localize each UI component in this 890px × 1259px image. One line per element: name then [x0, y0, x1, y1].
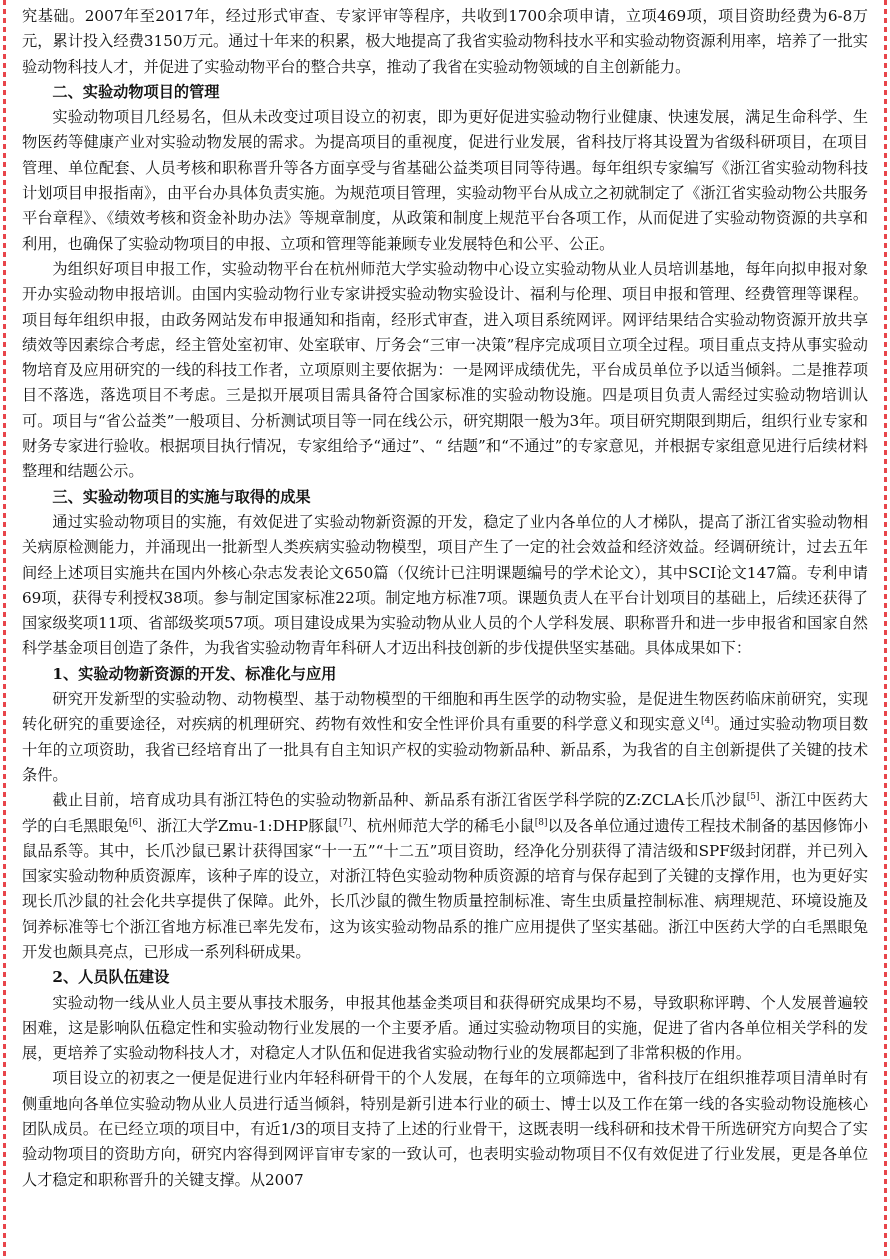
paragraph-staff-2: 项目设立的初衷之一便是促进行业内年轻科研骨干的个人发展，在每年的立项筛选中，省科技厅在组织推荐项目清单时有侧重地向各单位实验动物从业人员进行适当倾斜，特别是新引进本行业的硕士、博士以及工作在第一线的各实验动物设施核心团队成员。在已经立项的项目中，有近1/3的项目支持了上述的行业骨干，这既表明一线科研和技术骨干所选研究方向契合了实验动物项目的资助方向，研究内容得到网评盲审专家的一致认可，也表明实验动物项目不仅有效促进了行业发展，更是各单位人才稳定和职称晋升的关键支撑。从2007	[22, 1069, 868, 1189]
text-segment: 、杭州师范大学的稀毛小鼠	[351, 816, 535, 835]
text-segment: 、浙江大学Zmu-1:DHP豚鼠	[141, 816, 339, 835]
section-heading-3: 三、实验动物项目的实施与取得的成果	[52, 487, 311, 506]
citation-6: [6]	[128, 817, 142, 828]
paragraph-management-2: 为组织好项目申报工作，实验动物平台在杭州师范大学实验动物中心设立实验动物从业人员培训基地，每年向拟申报对象开办实验动物申报培训。由国内实验动物行业专家讲授实验动物实验设计、福利与伦理、项目申报和管理、经费管理等课程。项目每年组织申报，由政务网站发布申报通知和指南，经形式审查，进入项目系统网评。网评结果结合实验动物资源开放共享绩效等因素综合考虑，经主管处室初审、处室联审、厅务会“三审一决策”程序完成项目立项全过程。项目重点支持从事实验动物培育及应用研究的一线的科技工作者，立项原则主要依据为：一是网评成绩优先，平台成员单位予以适当倾斜。二是推荐项目不落选，落选项目不考虑。三是拟开展项目需具备符合国家标准的实验动物设施。四是项目负责人需经过实验动物培训认可。项目与“省公益类”一般项目、分析测试项目等一同在线公示，研究期限一般为3年。项目研究期限到期后，组织行业专家和财务专家进行验收。根据项目执行情况，专家组给予“通过”、“ 结题”和“不通过”的专家意见，并根据专家组意见进行后续材料整理和结题公示。	[22, 259, 868, 481]
document-page	[22, 4, 868, 1193]
text-segment: 、浙江中医药大学的白毛黑眼兔	[22, 791, 868, 835]
citation-7: [7]	[338, 817, 352, 828]
text-segment: 以及各单位通过遗传工程技术制备的基因修饰小鼠品系等。其中，长爪沙鼠已累计获得国家“十一五”“十二五”项目资助，经净化分别获得了清洁级和SPF级封闭群，并已列入国家实验动物种质资源库，该种子库的设立，对浙江特色实验动物种质资源的培育与保存起到了关键的支撑作用，也为更好实现长爪沙鼠的社会化共享提供了保障。此外，长爪沙鼠的微生物质量控制标准、寄生虫质量控制标准、病理规范、环境设施及饲养标准等七个浙江省地方标准已率先发布，这为该实验动物品系的推广应用提供了坚实基础。浙江中医药大学的白毛黑眼兔开发也颇具亮点，已形成一系列科研成果。	[22, 816, 869, 961]
paragraph-management-1: 实验动物项目几经易名，但从未改变过项目设立的初衷，即为更好促进实验动物行业健康、快速发展，满足生命科学、生物医药等健康产业对实验动物发展的需求。为提高项目的重视度，促进行业发展，省科技厅将其设置为省级科研项目，在项目管理、单位配套、人员考核和职称晋升等各方面享受与省基础公益类项目同等待遇。每年组织专家编写《浙江省实验动物科技计划项目申报指南》，由平台办具体负责实施。为规范项目管理，实验动物平台从成立之初就制定了《浙江省实验动物公共服务平台章程》、《绩效考核和资金补助办法》等规章制度，从政策和制度上规范平台各项工作，从而促进了实验动物资源的共享和利用，也确保了实验动物项目的申报、立项和管理等能兼顾专业发展特色和公平、公正。	[22, 108, 868, 253]
citation-8: [8]	[534, 817, 548, 828]
paragraph-new-strains	[22, 788, 868, 965]
subsection-heading-2: 2、人员队伍建设	[52, 968, 170, 987]
left-dashed-border	[3, 0, 6, 1259]
citation-4: [4]	[700, 716, 714, 727]
paragraph-continuation: 究基础。2007年至2017年，经过形式审查、专家评审等程序，共收到1700余项申请，立项469项，项目资助经费为6-8万元，累计投入经费3150万元。通过十年来的积累，极大地提高了我省实验动物科技水平和实验动物资源利用率，培养了一批实验动物科技人才，并促进了实验动物平台的整合共享，推动了我省在实验动物领域的自主创新能力。	[22, 7, 868, 76]
paragraph-new-resources	[22, 687, 868, 788]
subsection-heading-1: 1、实验动物新资源的开发、标准化与应用	[52, 664, 337, 683]
citation-5: [5]	[746, 792, 760, 803]
text-segment: 截止目前，培育成功具有浙江特色的实验动物新品种、新品系有浙江省医学科学院的Z:ZCLA长爪沙鼠	[52, 791, 747, 810]
right-dashed-border	[884, 0, 887, 1259]
paragraph-staff-1: 实验动物一线从业人员主要从事技术服务，申报其他基金类项目和获得研究成果均不易，导致职称评聘、个人发展普遍较困难，这是影响队伍稳定性和实验动物行业发展的一个主要矛盾。通过实验动物项目的实施，促进了省内各单位相关学科的发展，更培养了实验动物科技人才，对稳定人才队伍和促进我省实验动物行业的发展都起到了非常积极的作用。	[22, 993, 868, 1063]
section-heading-2: 二、实验动物项目的管理	[52, 82, 220, 101]
text-segment: 研究开发新型的实验动物、动物模型、基于动物模型的干细胞和再生医学的动物实验，是促进生物医药临床前研究，实现转化研究的重要途径，对疾病的机理研究、药物有效性和安全性评价具有重要的科学意义和现实意义	[22, 690, 868, 734]
paragraph-results-intro: 通过实验动物项目的实施，有效促进了实验动物新资源的开发，稳定了业内各单位的人才梯队，提高了浙江省实验动物相关病原检测能力，并涌现出一批新型人类疾病实验动物模型，项目产生了一定的社会效益和经济效益。经调研统计，过去五年间经上述项目实施共在国内外核心杂志发表论文650篇（仅统计已注明课题编号的学术论文），其中SCI论文147篇。专利申请69项，获得专利授权38项。参与制定国家标准22项。制定地方标准7项。课题负责人在平台计划项目的基础上，后续还获得了国家级奖项11项、省部级奖项57项。项目建设成果为实验动物从业人员的个人学科发展、职称晋升和进一步申报省和国家自然科学基金项目创造了条件，为我省实验动物青年科研人才迈出科技创新的步伐提供坚实基础。具体成果如下：	[22, 512, 868, 658]
text-segment: 。通过实验动物项目数十年的立项资助，我省已经培育出了一批具有自主知识产权的实验动物新品种、新品系，为我省的自主创新提供了关键的技术条件。	[22, 715, 869, 784]
